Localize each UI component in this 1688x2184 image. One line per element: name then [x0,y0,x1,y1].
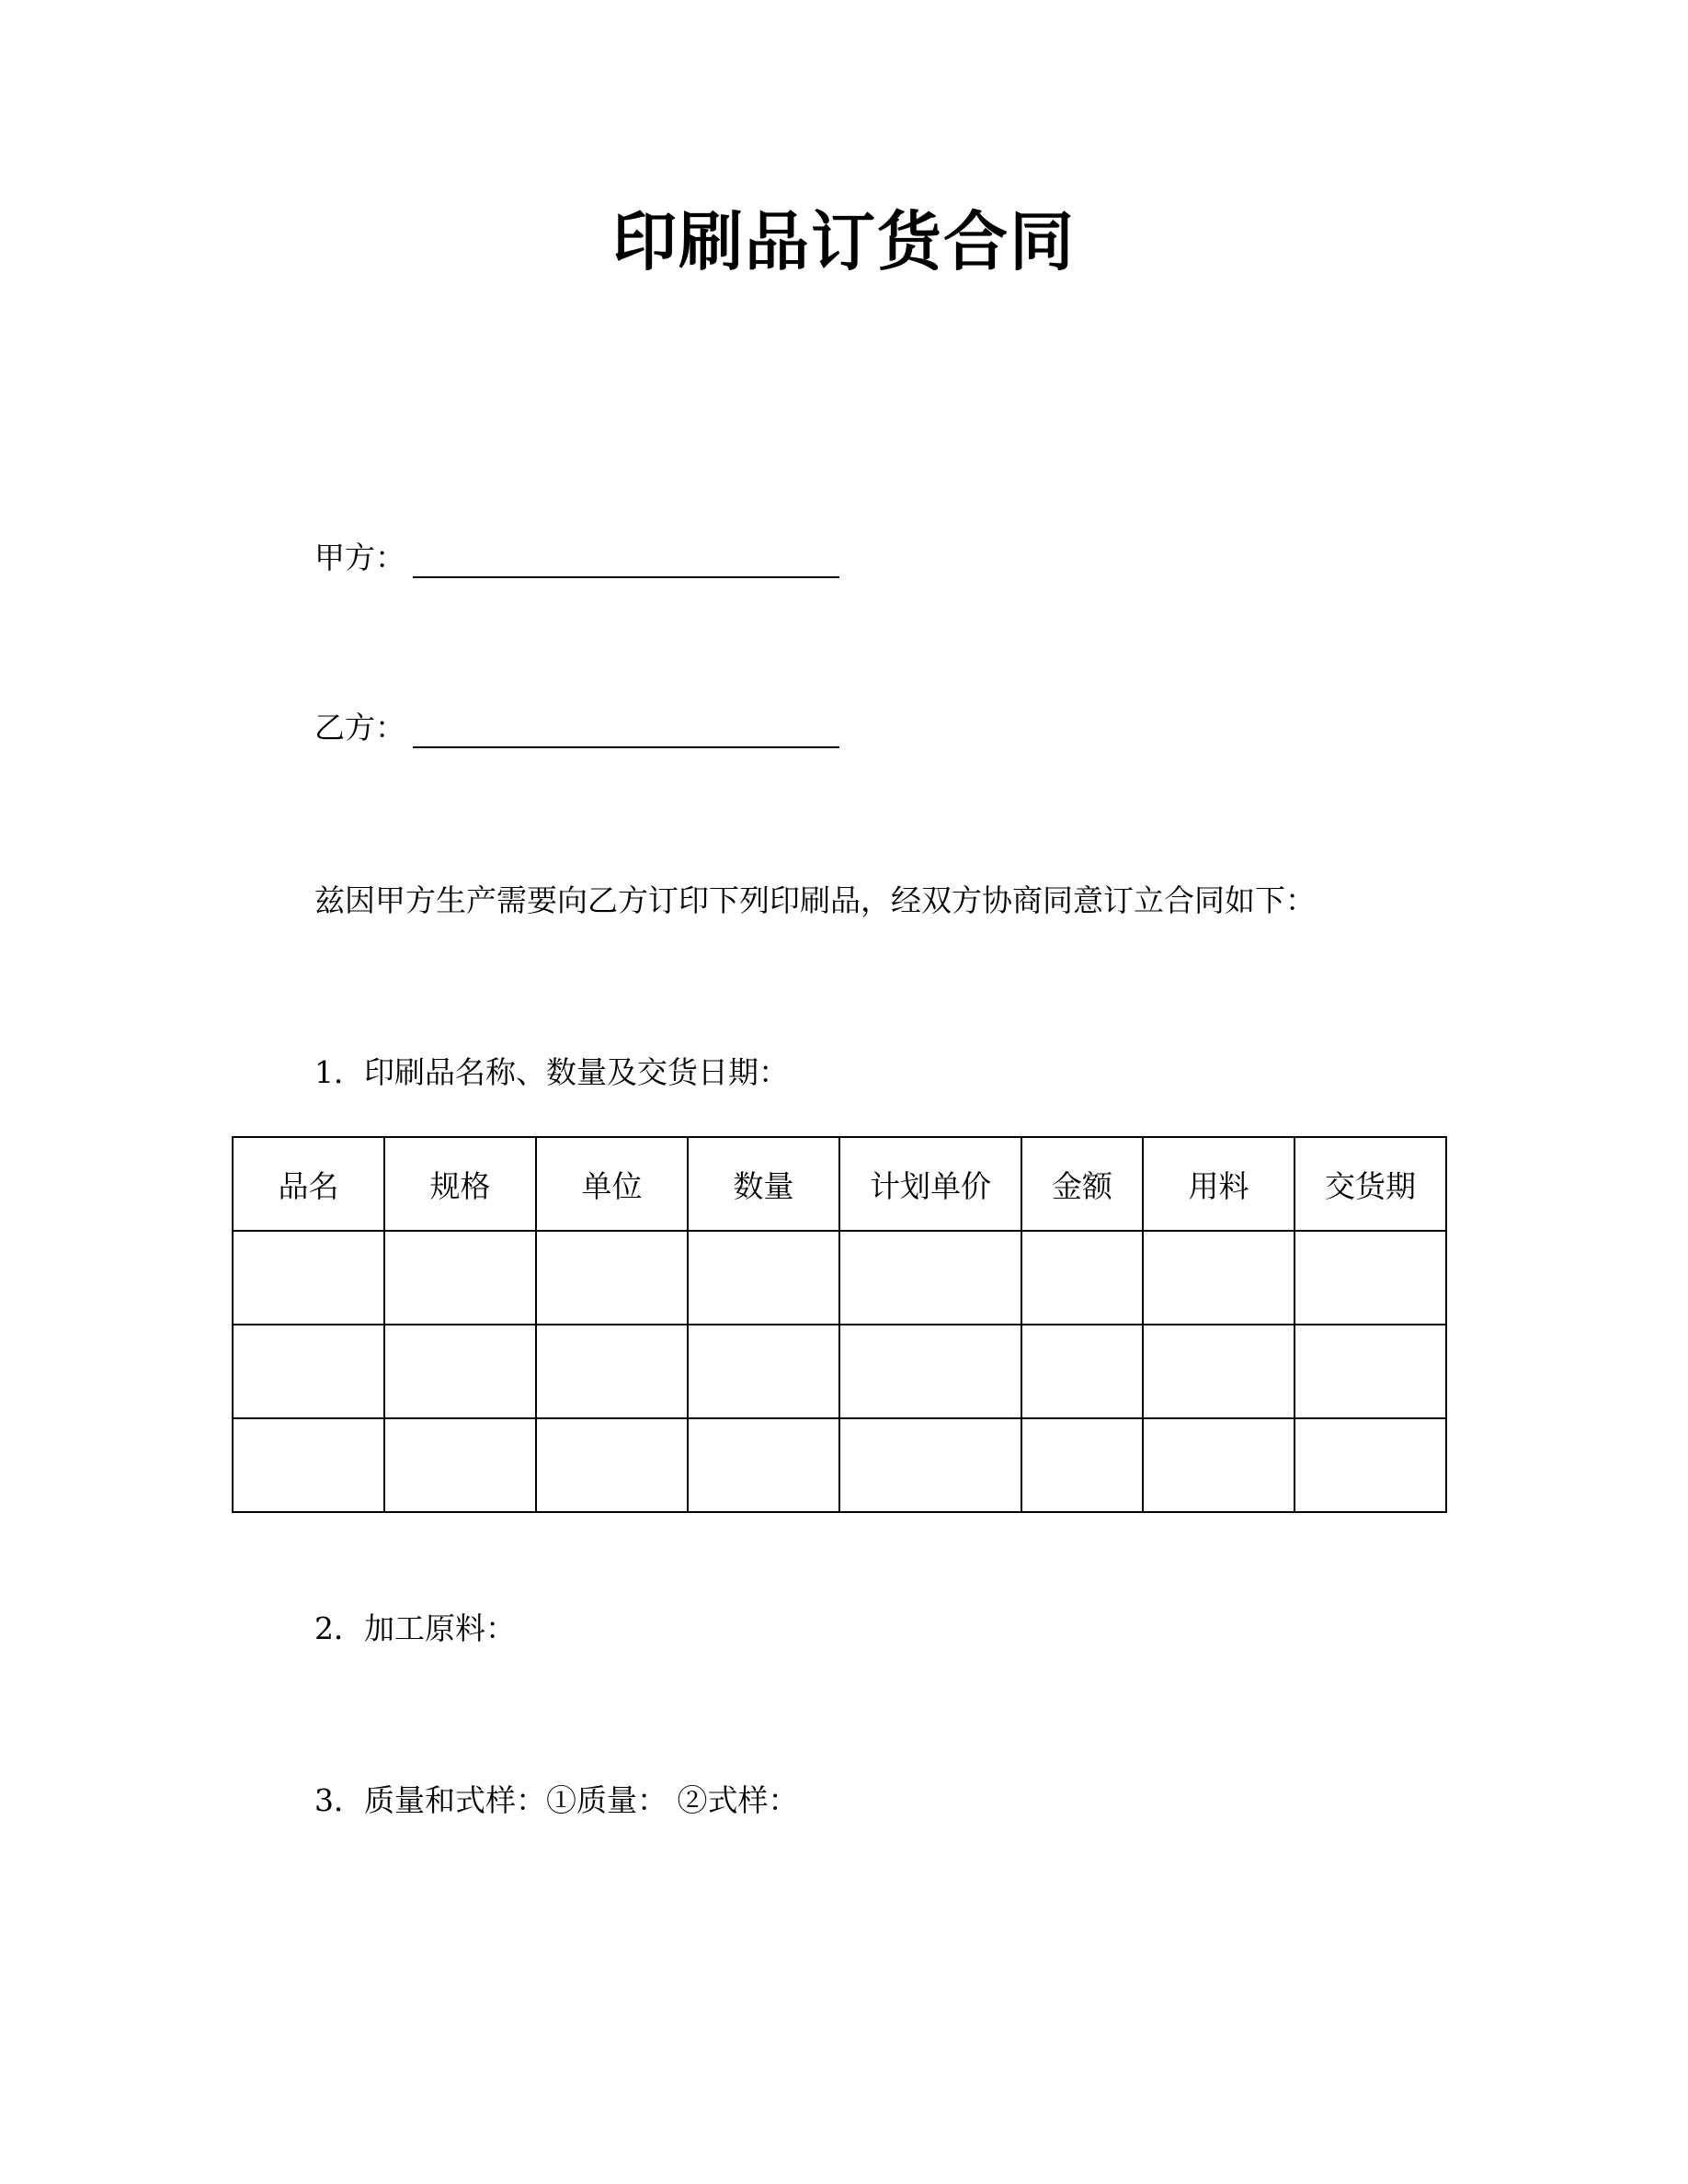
party-b-label: 乙方： [314,710,405,745]
header-quantity: 数量 [688,1137,839,1231]
table-cell[interactable] [839,1231,1021,1325]
document-title: 印刷品订货合同 [612,204,1076,279]
table-cell[interactable] [1021,1325,1143,1418]
section-3-heading: 3．质量和式样：①质量： ②式样： [314,1782,799,1818]
table-cell[interactable] [536,1325,688,1418]
table-cell[interactable] [688,1231,839,1325]
header-spec: 规格 [384,1137,536,1231]
table-cell[interactable] [384,1418,536,1512]
table-cell[interactable] [536,1418,688,1512]
table-cell[interactable] [1295,1325,1446,1418]
party-a-line [314,538,839,578]
table-cell[interactable] [1021,1418,1143,1512]
party-b-line [314,708,839,748]
party-a-blank[interactable] [413,549,839,578]
section-2-heading: 2．加工原料： [314,1610,516,1646]
table-cell[interactable] [384,1231,536,1325]
table-cell[interactable] [384,1325,536,1418]
order-table [232,1136,1447,1513]
table-cell[interactable] [1143,1418,1295,1512]
party-a-label: 甲方： [314,540,405,575]
table-cell[interactable] [1295,1231,1446,1325]
table-cell[interactable] [839,1325,1021,1418]
header-delivery-date: 交货期 [1295,1137,1446,1231]
intro-paragraph: 兹因甲方生产需要向乙方订印下列印刷品，经双方协商同意订立合同如下： [314,882,1316,918]
table-cell[interactable] [233,1231,384,1325]
header-unit: 单位 [536,1137,688,1231]
table-row [233,1231,1446,1325]
table-cell[interactable] [1021,1231,1143,1325]
table-cell[interactable] [1295,1418,1446,1512]
section-1-heading: 1．印刷品名称、数量及交货日期： [314,1054,789,1090]
party-b-blank[interactable] [413,719,839,748]
table-cell[interactable] [1143,1325,1295,1418]
table-cell[interactable] [536,1231,688,1325]
table-cell[interactable] [233,1418,384,1512]
header-amount: 金额 [1021,1137,1143,1231]
header-product-name: 品名 [233,1137,384,1231]
table-header-row [233,1137,1446,1231]
table-cell[interactable] [233,1325,384,1418]
table-cell[interactable] [688,1418,839,1512]
table-row [233,1418,1446,1512]
table-cell[interactable] [1143,1231,1295,1325]
header-material: 用料 [1143,1137,1295,1231]
table-cell[interactable] [688,1325,839,1418]
table-cell[interactable] [839,1418,1021,1512]
table-row [233,1325,1446,1418]
header-unit-price: 计划单价 [839,1137,1021,1231]
